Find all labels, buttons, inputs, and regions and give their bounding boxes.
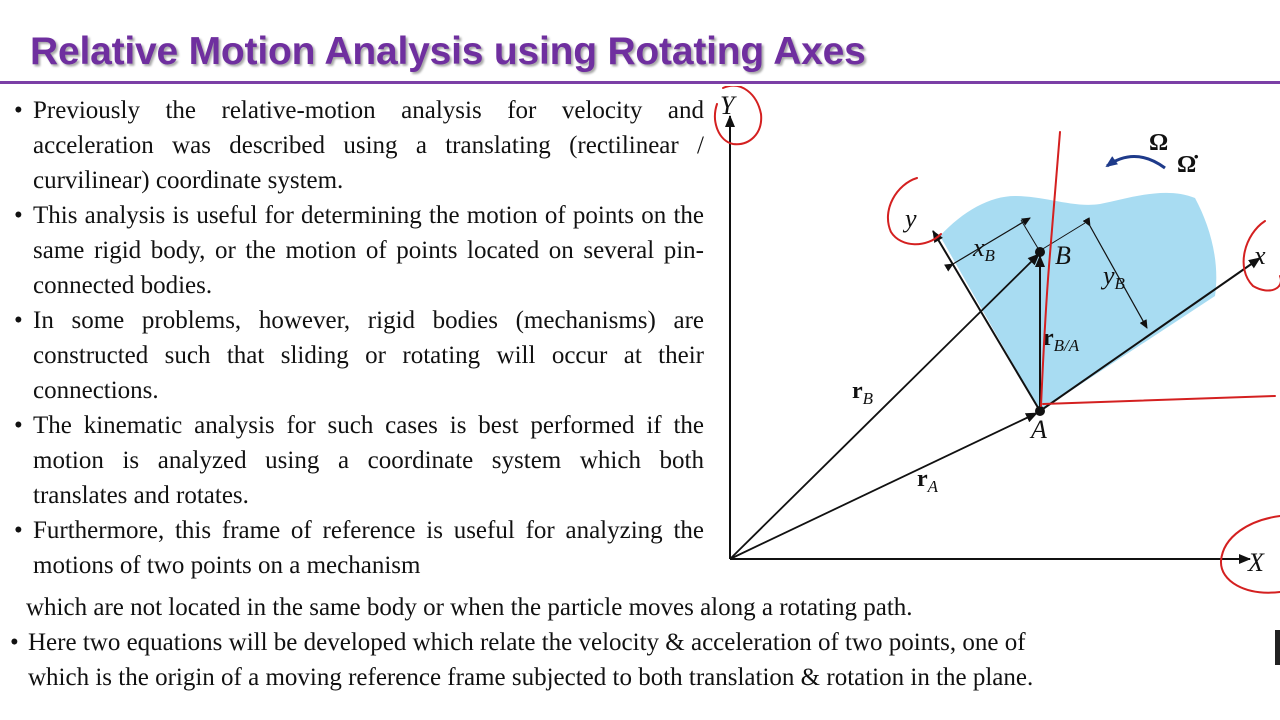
label-x: x <box>1254 241 1266 270</box>
last-bullet-line-1: Here two equations will be developed which relate the velocity & acceleration of two points, one of <box>28 629 1026 656</box>
bullet-item: • Furthermore, this frame of reference is useful for analyzing the motions of two points on a mechanism <box>14 513 704 583</box>
rotation-arrow <box>1107 156 1165 168</box>
last-bullet-line-2: which is the origin of a moving reference frame subjected to both translation & rotation in the plane. <box>28 664 1034 691</box>
bullet-marker: • <box>10 629 19 656</box>
label-X: X <box>1248 548 1264 577</box>
label-rA: rA <box>917 466 939 496</box>
label-xB: xB <box>973 233 995 265</box>
label-rB: rB <box>852 378 874 408</box>
label-omega: Ω <box>1149 130 1169 156</box>
point-B <box>1035 247 1045 257</box>
rotating-axes-diagram <box>705 86 1280 596</box>
label-omega-dot: Ω̇ <box>1177 152 1197 178</box>
label-yB: yB <box>1103 261 1125 293</box>
bullet-item: • In some problems, however, rigid bodies (mechanisms) are constructed such that sliding or rotating will occur at their connections. <box>14 303 704 408</box>
right-edge-mark <box>1275 630 1280 665</box>
bullet-item: • Previously the relative-motion analysis for velocity and acceleration was described using a translating (rectilinear / curvilinear) coordinate system. <box>14 93 704 198</box>
rB-vector <box>730 254 1039 559</box>
label-B: B <box>1055 241 1071 270</box>
label-rBA: rB/A <box>1043 325 1080 355</box>
bullet-item: • This analysis is useful for determining the motion of points on the same rigid body, or the motion of points located on several pin-connected bodies. <box>14 198 704 303</box>
label-Y: Y <box>720 91 735 120</box>
label-A: A <box>1031 415 1047 444</box>
rigid-body-shape <box>940 193 1216 411</box>
bullet-item: • The kinematic analysis for such cases is best performed if the motion is analyzed using a coordinate system which both translates and rotates. <box>14 408 704 513</box>
rA-vector <box>730 413 1037 559</box>
bullet-list <box>14 93 704 583</box>
slide-title: Relative Motion Analysis using Rotating Axes <box>30 30 866 73</box>
title-underline <box>0 81 1280 84</box>
bullet-continuation: which are not located in the same body or when the particle moves along a rotating path. <box>26 594 913 621</box>
label-y: y <box>905 204 917 233</box>
